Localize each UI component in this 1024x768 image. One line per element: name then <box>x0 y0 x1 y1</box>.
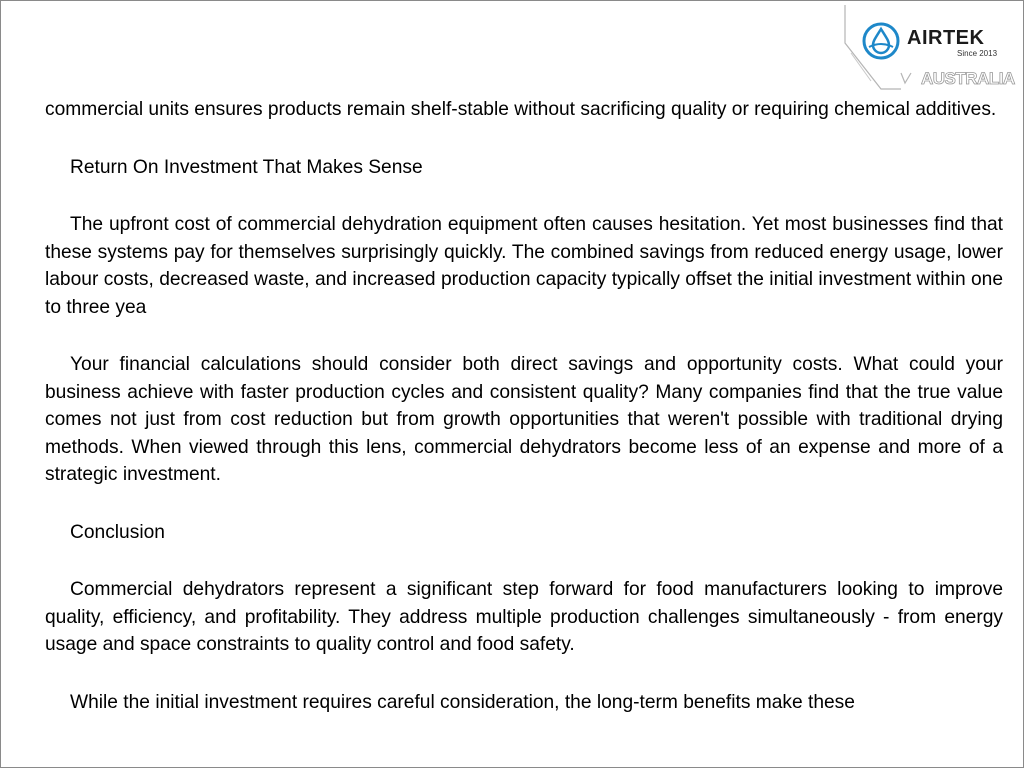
company-logo <box>841 3 1023 91</box>
logo-region-text: AUSTRALIA <box>921 69 1015 88</box>
paragraph-continuation: commercial units ensures products remain shelf-stable without sacrificing quality or requiring chemical additives. <box>45 99 997 120</box>
logo-brand-text: AIRTEK <box>907 27 985 49</box>
paragraph-roi-calculations: Your financial calculations should consider both direct savings and opportunity costs. What could your business achieve with faster production cycles and consistent quality? Many companies find that the true value comes not just from cost reduction but from growth opportunities that weren't possible with traditional drying methods. When viewed through this lens, commercial dehydrators become less of an expense and more of a strategic investment. <box>45 354 1003 485</box>
paragraph-roi-cost: The upfront cost of commercial dehydration equipment often causes hesitation. Yet most businesses find that these systems pay for themselves surprisingly quickly. The combined savings from reduced energy usage, lower labour costs, decreased waste, and increased production capacity typically offset the initial investment within one to three yea <box>45 214 1003 318</box>
paragraph-conclusion: Commercial dehydrators represent a significant step forward for food manufacturers looking to improve quality, efficiency, and profitability. They address multiple production challenges simultaneously - from energy usage and space constraints to quality control and food safety. <box>45 579 1003 655</box>
body-text <box>45 96 1003 746</box>
section-heading-conclusion: Conclusion <box>70 521 165 543</box>
paragraph-final: While the initial investment requires careful consideration, the long-term benefits make these <box>70 691 855 713</box>
water-drop-icon <box>861 21 901 61</box>
logo-since-text: Since 2013 <box>957 49 998 58</box>
section-heading-roi: Return On Investment That Makes Sense <box>70 156 423 178</box>
